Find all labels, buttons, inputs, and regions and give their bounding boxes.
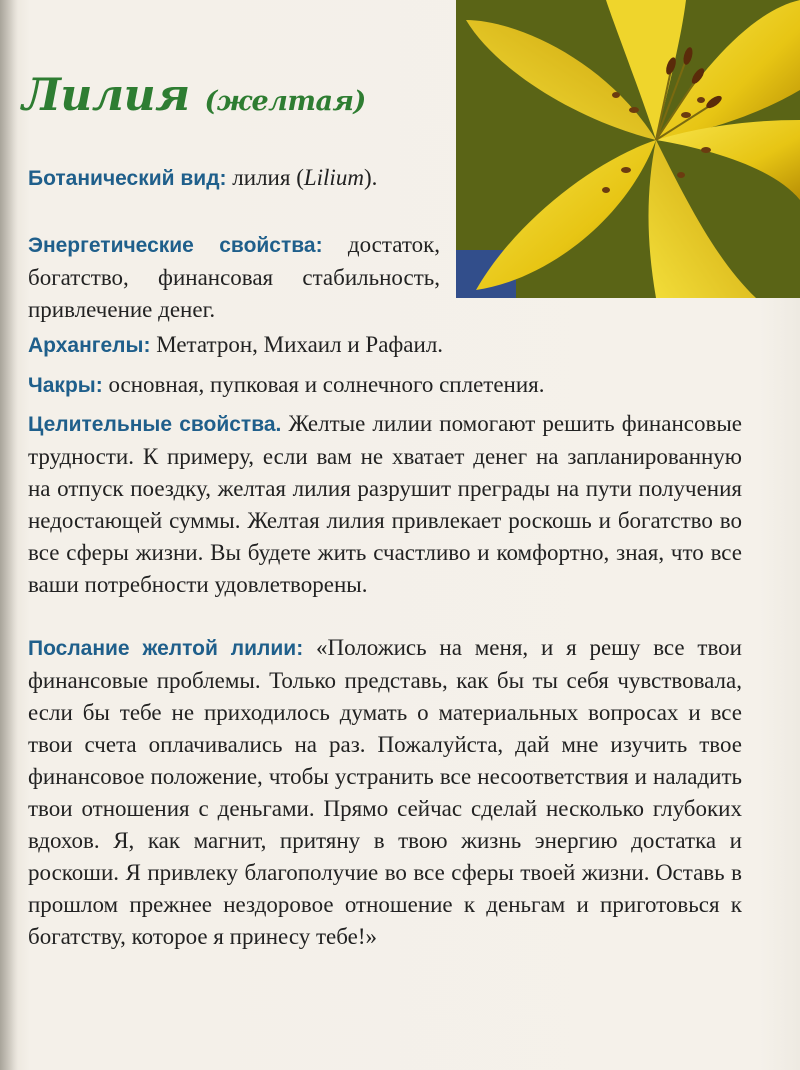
energy-label: Энергетические свойства: (28, 234, 323, 257)
archangels-text: Метатрон, Михаил и Рафаил. (156, 332, 444, 357)
chakras-text: основная, пупковая и солнечного сплетения. (108, 372, 545, 397)
botanical-latin: Lilium (303, 165, 364, 190)
archangels-paragraph (28, 329, 742, 362)
yellow-lily-photo-icon (456, 0, 800, 298)
healing-label: Целительные свойства. (28, 413, 282, 436)
page-title (22, 70, 366, 121)
botanical-label: Ботанический вид: (28, 167, 227, 190)
chakras-paragraph (28, 369, 742, 402)
energy-paragraph (28, 229, 440, 326)
healing-text: Желтые лилии помогают решить финансовые трудности. К примеру, если вам не хватает денег на запланированную на отпуск поездку, желтая лилия разрушит преграды на пути получения недостающей суммы. Желтая лилия привлекает роскошь и богатство во все сферы жизни. Вы будете жить счастливо и комфортно, зная, что все ваши потребности удовлетворены. (28, 411, 742, 597)
chakras-label: Чакры: (28, 374, 103, 397)
healing-paragraph (28, 408, 742, 601)
botanical-text: лилия ( (232, 165, 304, 190)
botanical-paragraph (28, 162, 440, 195)
book-spine-shadow (0, 0, 18, 1070)
lily-illustration (456, 0, 800, 298)
message-paragraph (28, 632, 742, 953)
archangels-label: Архангелы: (28, 334, 151, 357)
message-label: Послание желтой лилии: (28, 637, 304, 660)
energy-text: достаток, богатство, финансовая стабильность, привлечение денег. (28, 232, 441, 322)
message-text: «Положись на меня, и я решу все твои финансовые проблемы. Только представь, как бы ты себя чувствовала, если бы тебе не приходилось думать о материальных вопросах и все твои счета оплачивались на раз. Пожалуйста, дай мне изучить твое финансовое положение, чтобы устранить все несоответствия и наладить твои отношения с деньгами. Прямо сейчас сделай несколько глубоких вдохов. Я, как магнит, притяну в твою жизнь энергию достатка и роскоши. Я привлеку благополучие во все сферы твоей жизни. Оставь в прошлом прежнее нездоровое отношение к деньгам и приготовься к богатству, которое я принесу тебе!» (28, 635, 742, 949)
title-main: Лилия (22, 70, 190, 121)
botanical-tail: ). (363, 165, 378, 190)
title-sub: (желтая) (204, 86, 366, 117)
